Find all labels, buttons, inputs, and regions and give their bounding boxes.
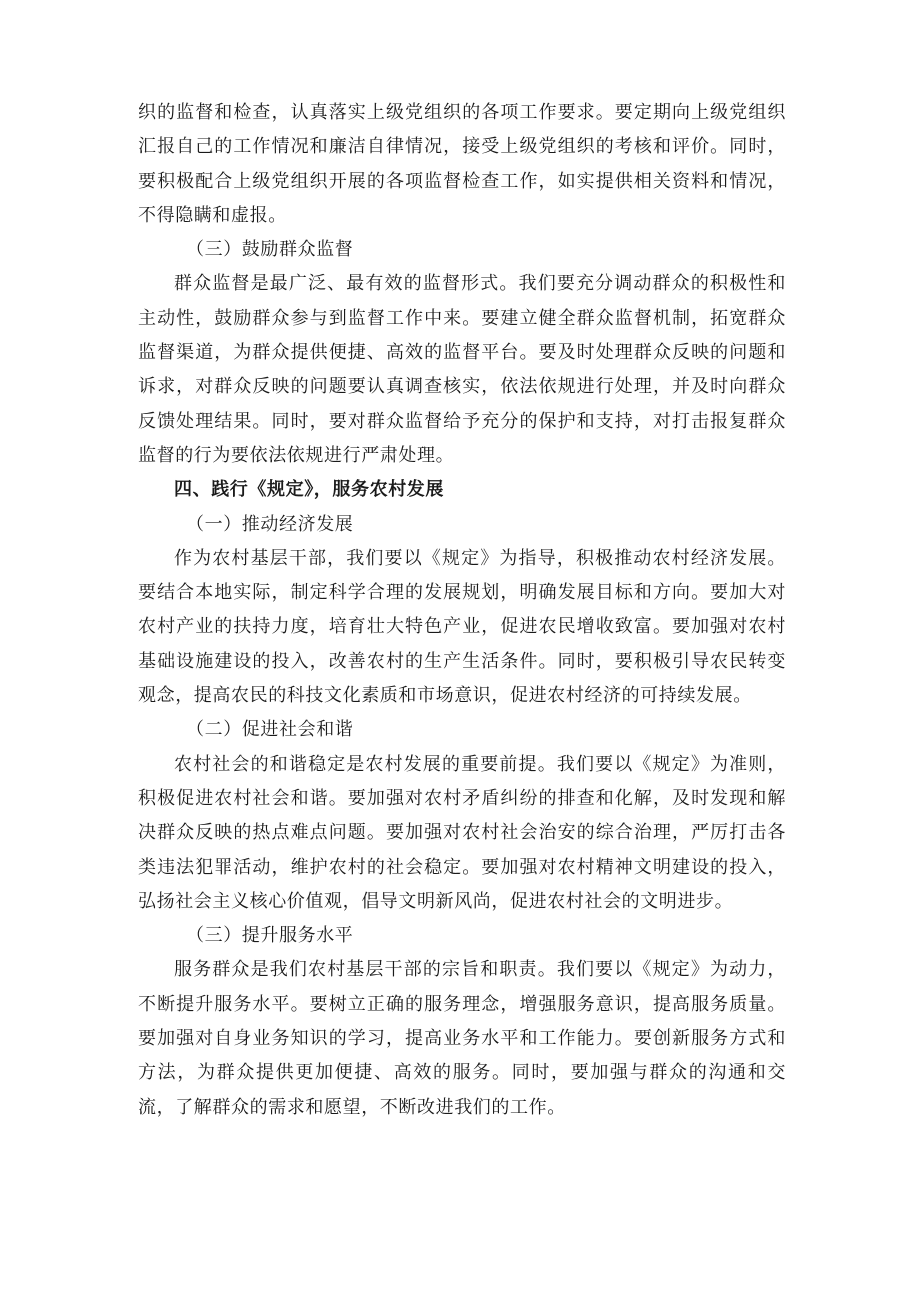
paragraph-service-level: 服务群众是我们农村基层干部的宗旨和职责。我们要以《规定》为动力，不断提升服务水平。要树立正确的服务理念，增强服务意识，提高服务质量。要加强对自身业务知识的学习，提高业务水平和工作能力。要创新服务方式和方法，为群众提供更加便捷、高效的服务。同时，要加强与群众的沟通和交流，了解群众的需求和愿望，不断改进我们的工作。 <box>138 959 786 1118</box>
document-page <box>138 96 786 1125</box>
paragraph-economic-development: 作为农村基层干部，我们要以《规定》为指导，积极推动农村经济发展。要结合本地实际，制定科学合理的发展规划，明确发展目标和方向。要加大对农村产业的扶持力度，培育壮大特色产业，促进农民增收致富。要加强对农村基础设施建设的投入，改善农村的生产生活条件。同时，要积极引导农民转变观念，提高农民的科技文化素质和市场意识，促进农村经济的可持续发展。 <box>138 547 786 707</box>
subheading-service-level: （三）提升服务水平 <box>186 925 354 947</box>
subheading-economic-development: （一）推动经济发展 <box>186 513 354 535</box>
paragraph-public-supervision: 群众监督是最广泛、最有效的监督形式。我们要充分调动群众的积极性和主动性，鼓励群众参与到监督工作中来。要建立健全群众监督机制，拓宽群众监督渠道，为群众提供便捷、高效的监督平台。要及时处理群众反映的问题和诉求，对群众反映的问题要认真调查核实，依法依规进行处理，并及时向群众反馈处理结果。同时，要对群众监督给予充分的保护和支持，对打击报复群众监督的行为要依法依规进行严肃处理。 <box>138 273 786 466</box>
section-heading-serve-rural-development: 四、践行《规定》，服务农村发展 <box>174 479 444 501</box>
subheading-social-harmony: （二）促进社会和谐 <box>186 719 354 741</box>
subheading-encourage-public-supervision: （三）鼓励群众监督 <box>186 239 354 261</box>
paragraph-continued: 织的监督和检查，认真落实上级党组织的各项工作要求。要定期向上级党组织汇报自己的工作情况和廉洁自律情况，接受上级党组织的考核和评价。同时，要积极配合上级党组织开展的各项监督检查工作，如实提供相关资料和情况，不得隐瞒和虚报。 <box>138 102 786 226</box>
paragraph-social-harmony: 农村社会的和谐稳定是农村发展的重要前提。我们要以《规定》为准则，积极促进农村社会和谐。要加强对农村矛盾纠纷的排查和化解，及时发现和解决群众反映的热点难点问题。要加强对农村社会治安的综合治理，严厉打击各类违法犯罪活动，维护农村的社会稳定。要加强对农村精神文明建设的投入，弘扬社会主义核心价值观，倡导文明新风尚，促进农村社会的文明进步。 <box>138 753 786 912</box>
